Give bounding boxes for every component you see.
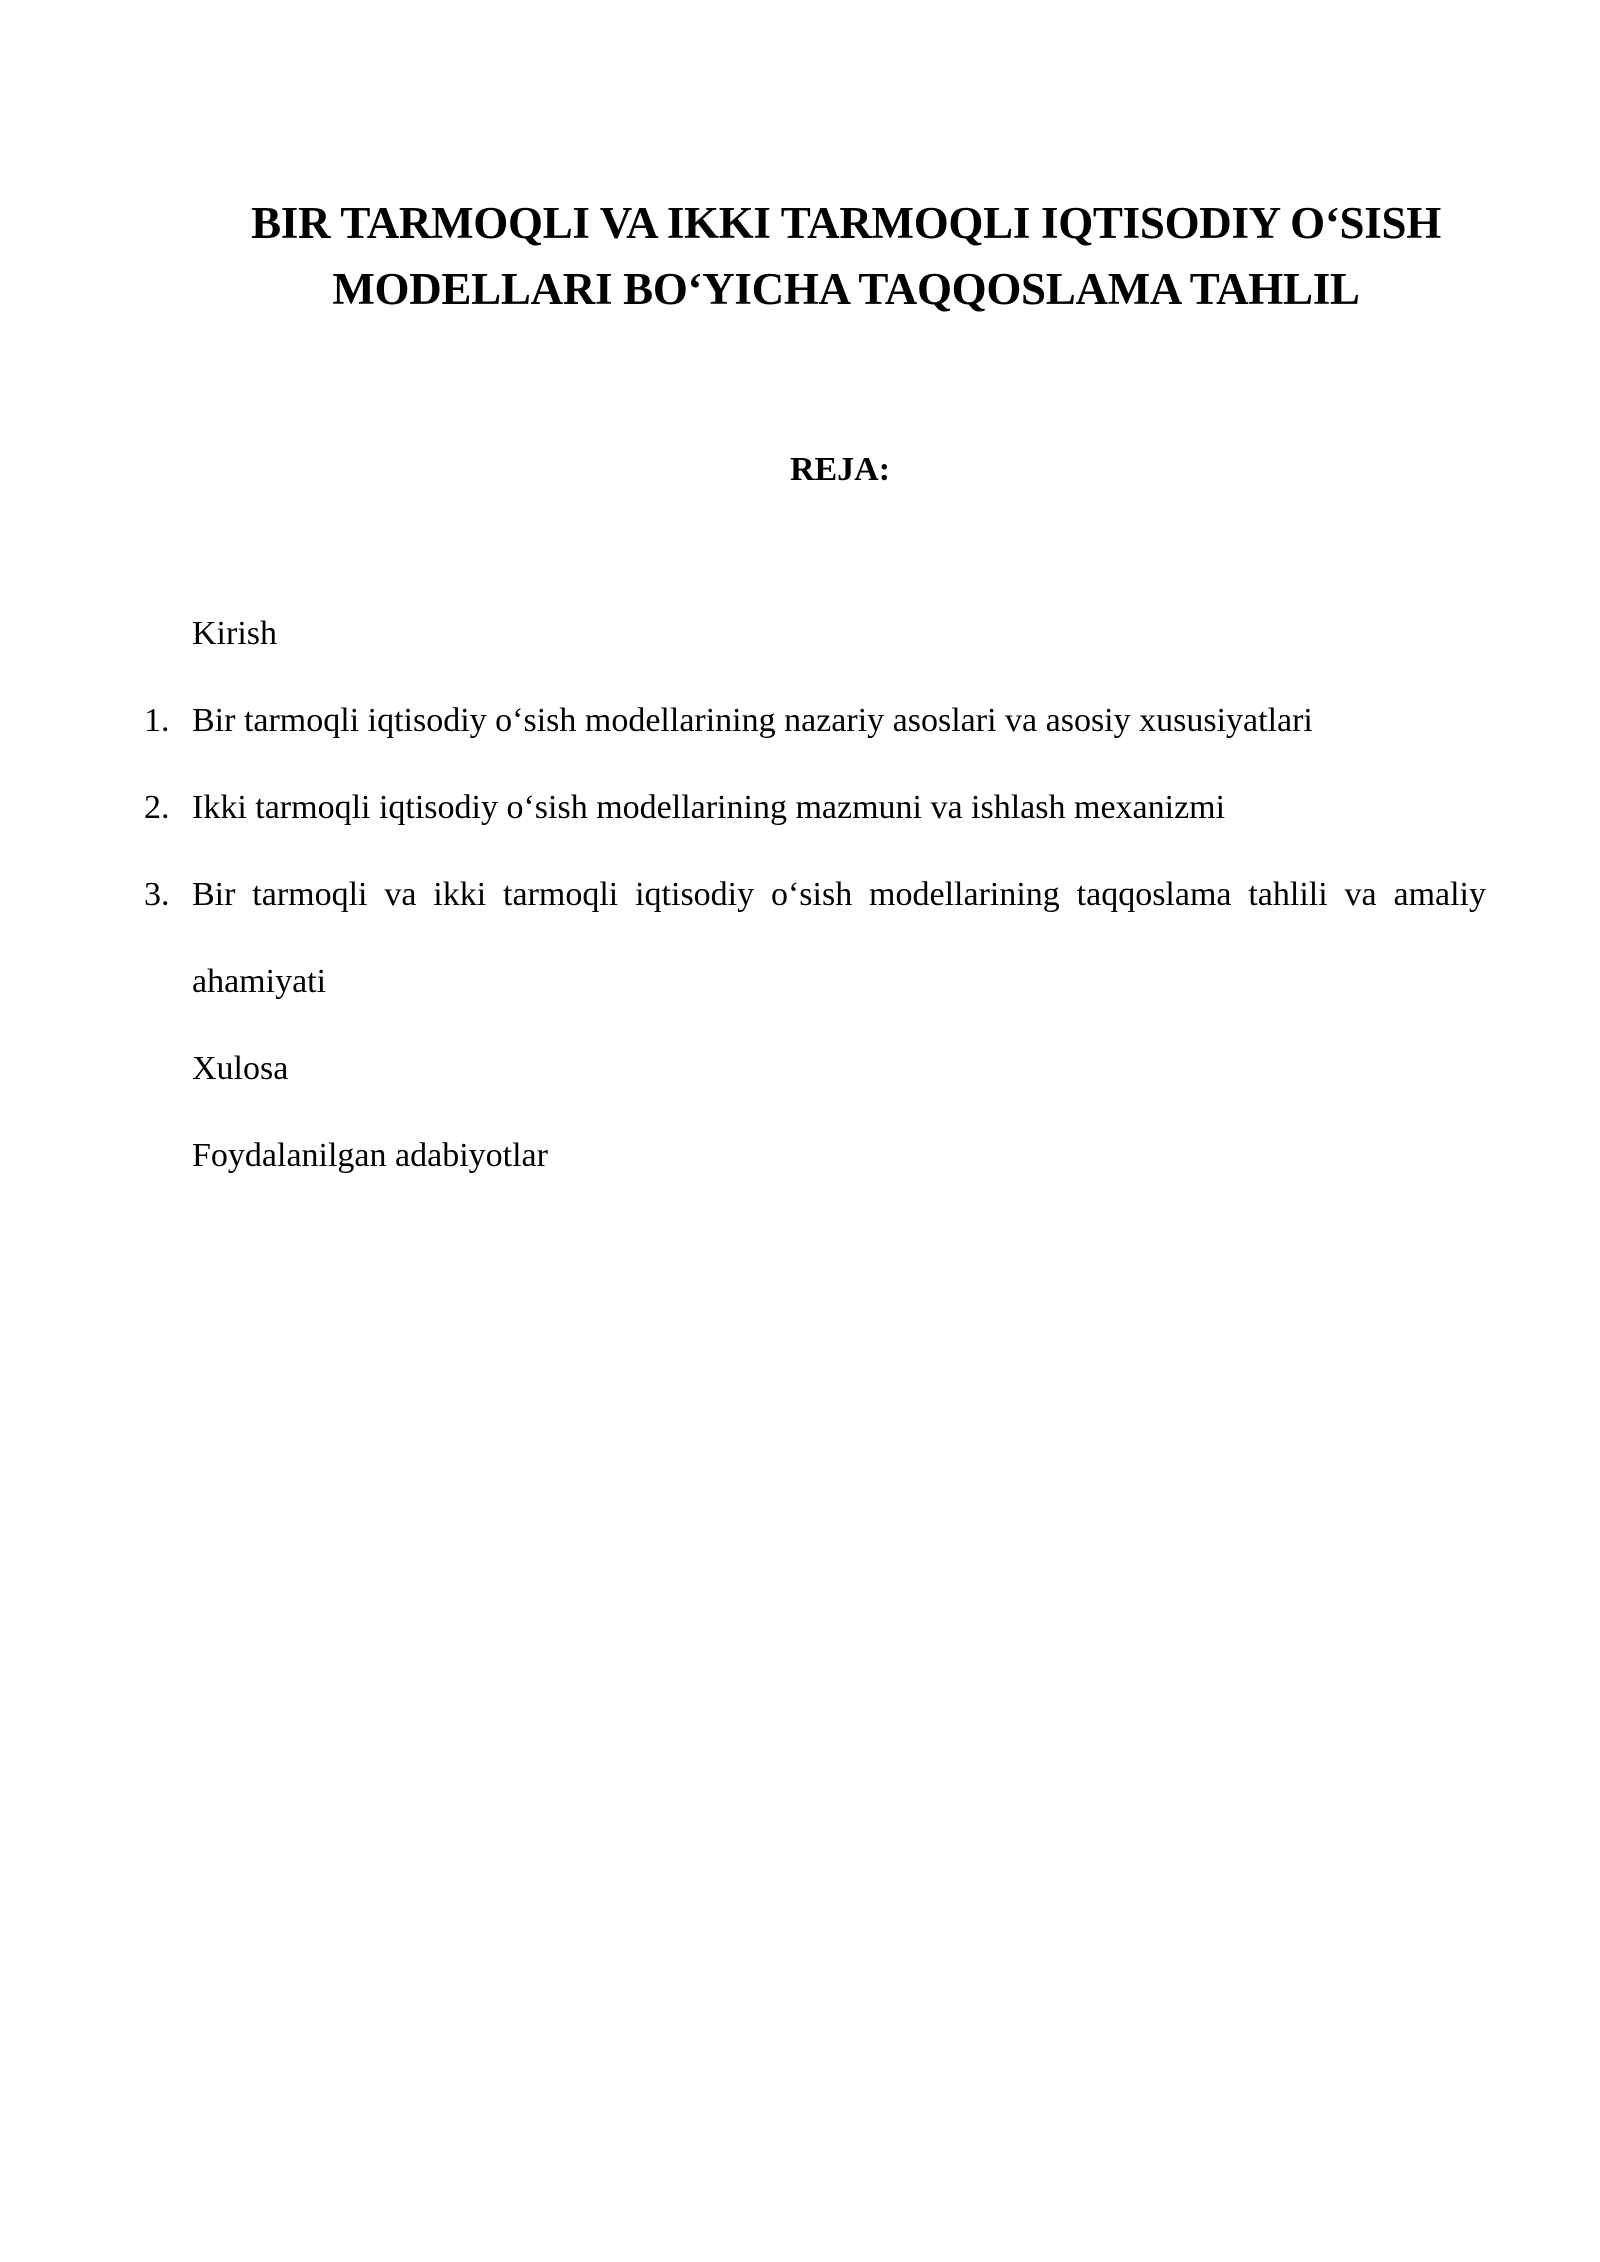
plan-list — [144, 590, 1486, 1199]
plan-item-1 — [144, 677, 1486, 764]
plan-item-intro-text: Kirish — [192, 615, 277, 652]
plan-item-2 — [144, 764, 1486, 851]
plan-item-conclusion — [192, 1025, 1486, 1112]
plan-item-3-text: Bir tarmoqli va ikki tarmoqli iqtisodiy o‘sish modellarining taqqoslama tahlili va amaliy ahamiyati — [192, 876, 1486, 1000]
plan-item-1-number: 1. — [144, 702, 170, 739]
title-line-1: BIR TARMOQLI VA IKKI TARMOQLI IQTISODIY O‘SISH — [251, 198, 1441, 248]
plan-item-conclusion-text: Xulosa — [192, 1050, 289, 1087]
title-line-2: MODELLARI BO‘YICHA TAQQOSLAMA TAHLIL — [332, 264, 1360, 314]
plan-item-1-text: Bir tarmoqli iqtisodiy o‘sish modellarining nazariy asoslari va asosiy xususiyatlari — [192, 702, 1313, 739]
plan-item-3 — [144, 851, 1486, 1025]
plan-item-references-text: Foydalanilgan adabiyotlar — [192, 1137, 548, 1174]
plan-item-2-number: 2. — [144, 789, 170, 826]
plan-item-2-text: Ikki tarmoqli iqtisodiy o‘sish modellarining mazmuni va ishlash mexanizmi — [192, 789, 1226, 826]
plan-heading: REJA: — [789, 451, 891, 488]
document-title — [140, 190, 1500, 322]
plan-item-intro — [192, 590, 1486, 677]
plan-item-references — [192, 1112, 1486, 1199]
plan-item-3-number: 3. — [144, 876, 170, 913]
